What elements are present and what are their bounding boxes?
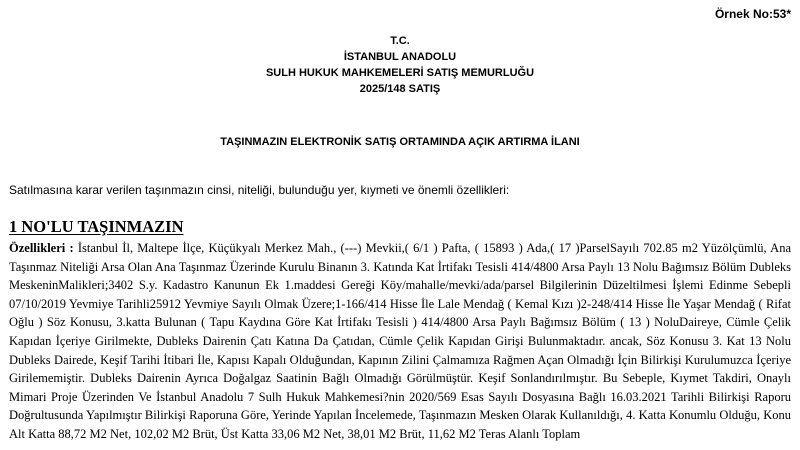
- property-heading: 1 NO'LU TAŞINMAZIN: [9, 217, 184, 236]
- property-features: [9, 239, 791, 444]
- features-text: İstanbul İl, Maltepe İlçe, Küçükyalı Merkez Mah., (---) Mevkii,( 6/1 ) Pafta, ( 15893 ) Ada,( 17 )ParselSayılı 702.85 m2 Yüzölçümlü, Ana Taşınmaz Niteliği Arsa Olan Ana Taşınmaz Üzerinde Kurulu Binanın 3. Katında Kat İrtifakı Tesisli 414/4800 Arsa Paylı 13 Nolu Bağımsız Bölüm Dubleks MeskeninMalikleri;3402 S.y. Kadastro Kanunun Ek 1.maddesi Gereği Köy/mahalle/mevki/ada/parsel Bilgilerinin Düzeltilmesi İşlemi Edinme Sebepli 07/10/2019 Yevmiye Tarihli25912 Yevmiye Sayılı Olmak Üzere;1-166/414 Hisse İle Lale Mendağ ( Kemal Kızı )2-248/414 Hisse İle Yaşar Mendağ ( Rifat Oğlu ) Söz Konusu, 3.katta Bulunan ( Tapu Kaydına Göre Kat İrtifakı Tesisli ) 414/4800 Arsa Paylı Bağımsız Bölüm ( 13 ) NoluDaireye, Cümle Çelik Kapıdan İçeriye Girilmekte, Dubleks Dairenin Çatı Katına Da Çatıdan, Cümle Çelik Kapıdan Girişi Bulunmaktadır. ancak, Söz Konusu 3. Kat 13 Nolu Dubleks Dairede, Keşif Tarihi İtibari İle, Kapısı Kapalı Olduğundan, Kapının Zilini Çalmamıza Rağmen Açan Olmadığı İçin Bilirkişi Kurulumuzca İçeriye Girilememiştir. Dubleks Dairenin Ayrıca Doğalgaz Saatinin Bağlı Olmadığı Görülmüştür. Keşif Sonlandırılmıştır. Bu Sebeple, Kıymet Takdiri, Onaylı Mimari Proje Üzerinden Ve İstanbul Anadolu 7 Sulh Hukuk Mahkemesi?nin 2020/569 Esas Sayılı Dosyasına Bağlı 16.03.2021 Tarihli Bilirkişi Raporu Doğrultusunda Yapılmıştır Bilirkişi Raporuna Göre, Yerinde Yapılan İncelemede, Taşınmazın Mesken Olarak Kullanıldığı, 4. Katta Konumlu Olduğu, Konu Alt Katta 88,72 M2 Net, 102,02 M2 Brüt, Üst Katta 33,06 M2 Net, 38,01 M2 Brüt, 11,62 M2 Teras Alanlı Toplam: [9, 241, 791, 441]
- features-label: Özellikleri :: [9, 241, 74, 255]
- header-line-court: SULH HUKUK MAHKEMELERİ SATIŞ MEMURLUĞU: [265, 67, 535, 79]
- header-line-city: İSTANBUL ANADOLU: [343, 51, 457, 63]
- intro-text: Satılmasına karar verilen taşınmazın cinsi, niteliği, bulunduğu yer, kıymeti ve önemli özellikleri:: [9, 183, 510, 197]
- header-line-case-number: 2025/148 SATIŞ: [359, 83, 441, 95]
- court-header: [0, 33, 800, 97]
- form-number: Örnek No:53*: [714, 7, 791, 21]
- notice-title: TAŞINMAZIN ELEKTRONİK SATIŞ ORTAMINDA AÇIK ARTIRMA İLANI: [220, 136, 580, 148]
- header-line-tc: T.C.: [390, 35, 410, 47]
